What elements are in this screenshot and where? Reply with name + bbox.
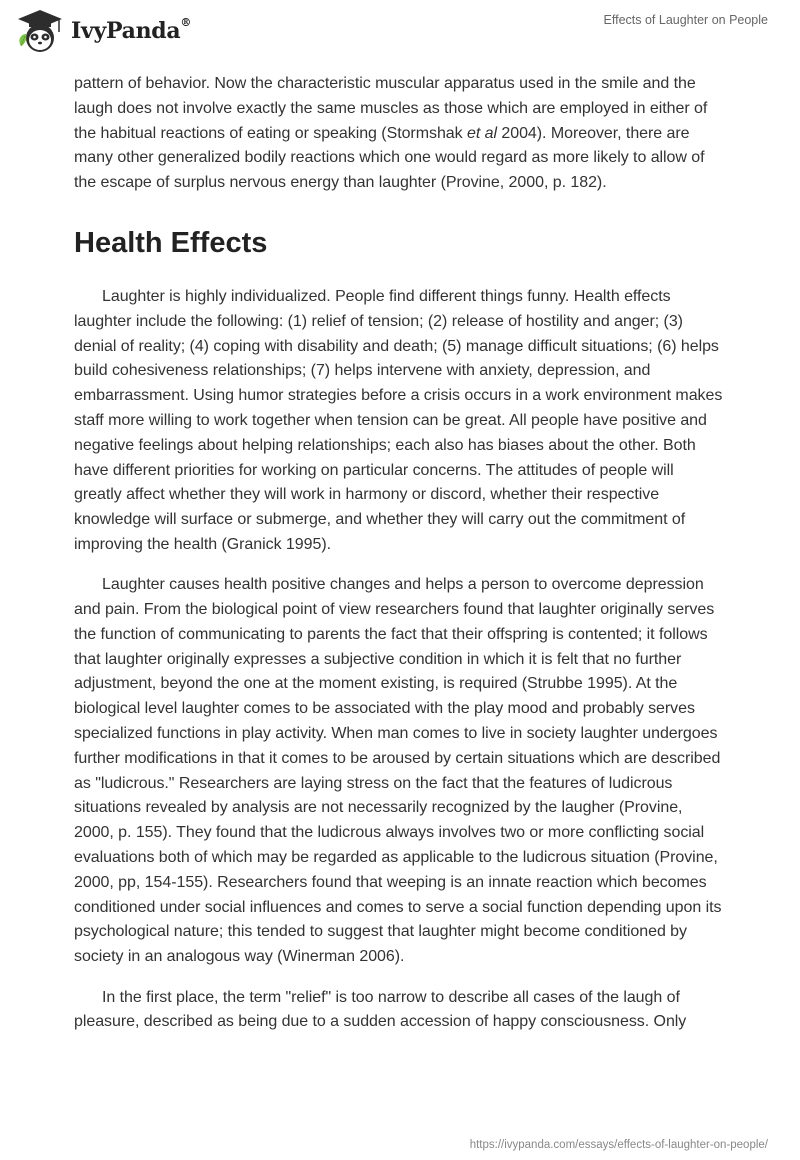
paragraph: Laughter causes health positive changes and helps a person to overcome depression and pain. From the biological point of view researchers found that laughter originally serves the function of communicating to parents the fact that their offspring is contented; it follows that laughter originally expresses a subjective condition in which it is felt that no further adjustment, beyond the one at the moment existing, is required (Strubbe 1995). At the biological level laughter comes to be associated with the play mood and probably serves specialized functions in play activity. When man comes to live in society laughter undergoes further modifications in that it comes to be aroused by certain situations which are described as "ludicrous." Researchers are laying stress on the fact that the features of ludicrous situations revealed by analysis are not necessarily recognized by the laugher (Provine, 2000, p. 155). They found that the ludicrous always involves two or more conflicting social evaluations both of which may be regarded as applicable to the ludicrous situation (Provine, 2000, pp, 154-155). Researchers found that weeping is an innate reaction which becomes conditioned under social influences and comes to serve a social function depending upon its psychological nature; this tended to suggest that laughter might become conditioned by society in an analogous way (Winerman 2006).	[74, 576, 722, 966]
paragraph: Laughter is highly individualized. People find different things funny. Health effects laughter include the following: (1) relief of tension; (2) release of hostility and anger; (3) denial of reality; (4) coping with disability and death; (5) manage difficult situations; (6) helps build cohesiveness relationships; (7) helps intervene with anxiety, depression, and embarrassment. Using humor strategies before a crisis occurs in a work environment makes staff more willing to work together when tension can be great. All people have positive and negative feelings about helping relationships; each also has biases about the other. Both have different priorities for working on particular concerns. The attitudes of people will greatly affect whether they will work in harmony or discord, whether their respective knowledge will surface or submerge, and whether they will carry out the commitment of improving the health (Granick 1995).	[74, 287, 723, 553]
source-url[interactable]: https://ivypanda.com/essays/effects-of-laughter-on-people/	[469, 1139, 768, 1151]
panda-mascot-icon	[15, 8, 65, 54]
brand-name: IvyPanda®	[71, 16, 192, 44]
paragraph: In the first place, the term "relief" is too narrow to describe all cases of the laugh of pleasure, described as being due to a sudden accession of happy consciousness. Only	[74, 988, 687, 1031]
page-header	[0, 0, 800, 70]
section-heading: Health Effects	[74, 226, 268, 259]
ivypanda-logo[interactable]	[15, 8, 191, 54]
paragraph-continued: pattern of behavior. Now the characteristic muscular apparatus used in the smile and the laugh does not involve exactly the same muscles as those which are employed in either of the habitual reactions of eating or speaking (Stormshak et al 2004). Moreover, there are many other generalized bodily reactions which one would regard as more likely to allow of the escape of surplus nervous energy than laughter (Provine, 2000, p. 182).	[74, 75, 708, 192]
document-title: Effects of Laughter on People	[603, 13, 768, 27]
article-body	[74, 72, 724, 1035]
